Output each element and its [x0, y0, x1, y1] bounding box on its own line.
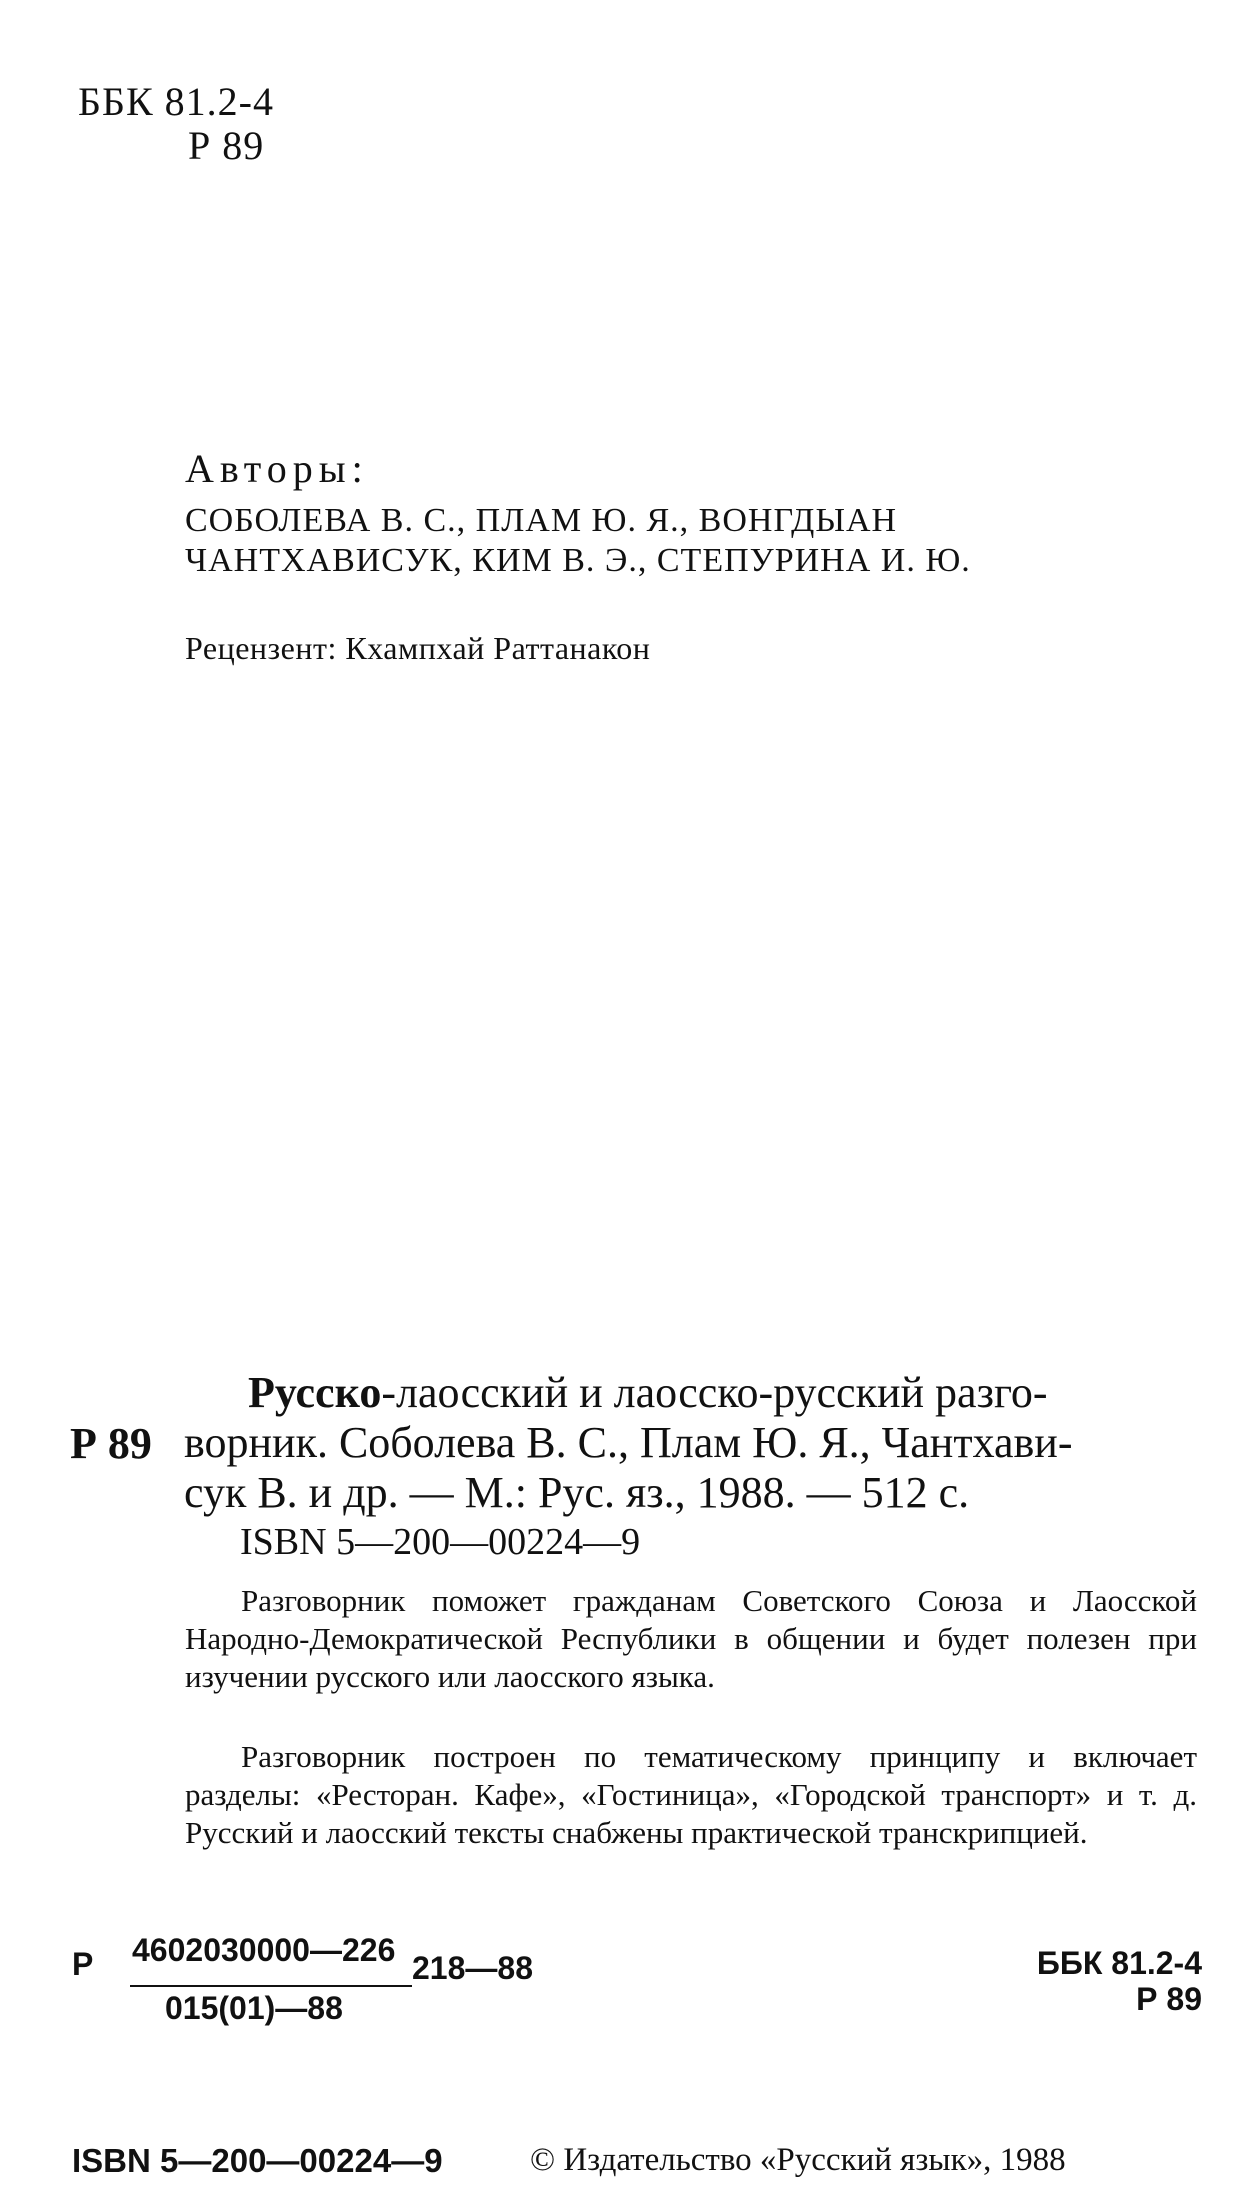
fraction-numerator: 4602030000—226: [132, 1932, 396, 1968]
footer-copyright: © Издательство «Русский язык», 1988: [530, 2142, 1066, 2178]
reviewer: Рецензент: Кхампхай Раттанакон: [185, 630, 651, 666]
bbk-classification-top: [78, 80, 274, 168]
bibliographic-line-3: сук В. и др. — М.: Рус. яз., 1988. — 512 с.: [184, 1468, 970, 1517]
bibliographic-line-1: [248, 1368, 1048, 1418]
bbk-code-top: ББК 81.2-4: [78, 79, 274, 124]
fraction-denominator: 015(01)—88: [165, 1990, 343, 2026]
bbk-code-bottom: ББК 81.2-4: [1036, 1945, 1202, 1981]
authors-line-2: ЧАНТХАВИСУК, КИМ В. Э., СТЕПУРИНА И. Ю.: [185, 542, 971, 579]
isbn-main: ISBN 5—200—00224—9: [240, 1521, 641, 1563]
description-paragraph-1: Разговорник поможет гражданам Советского Союза и Лаосской Народно-Демократической Республики в общении и будет полезен при изучении русского или лаосского языка.: [185, 1583, 1197, 1694]
author-mark-bottom: Р 89: [1136, 1981, 1202, 2017]
bibliographic-line-2: ворник. Соболева В. С., Плам Ю. Я., Чантхави-: [184, 1418, 1073, 1467]
authors-heading: Авторы:: [185, 446, 369, 491]
catalog-code: Р 89: [70, 1419, 152, 1468]
title-start: Русско: [248, 1368, 382, 1417]
fraction-suffix: 218—88: [412, 1950, 533, 1986]
footer-isbn: ISBN 5—200—00224—9: [72, 2142, 443, 2179]
authors-line-1: СОБОЛЕВА В. С., ПЛАМ Ю. Я., ВОНГДЫАН: [185, 502, 898, 539]
fraction-letter: Р: [72, 1946, 94, 1982]
author-mark-top: Р 89: [188, 123, 265, 168]
title-rest: -лаосский и лаосско-русский разго-: [381, 1368, 1048, 1417]
bbk-classification-bottom: [1037, 1945, 1202, 2017]
description-paragraph-2: Разговорник построен по тематическому принципу и включает разделы: «Ресторан. Кафе», «Гостиница», «Городской транспорт» и т. д. Русский и лаосский тексты снабжены практической транскрипцией.: [185, 1739, 1197, 1850]
fraction-bar: [130, 1985, 412, 1987]
